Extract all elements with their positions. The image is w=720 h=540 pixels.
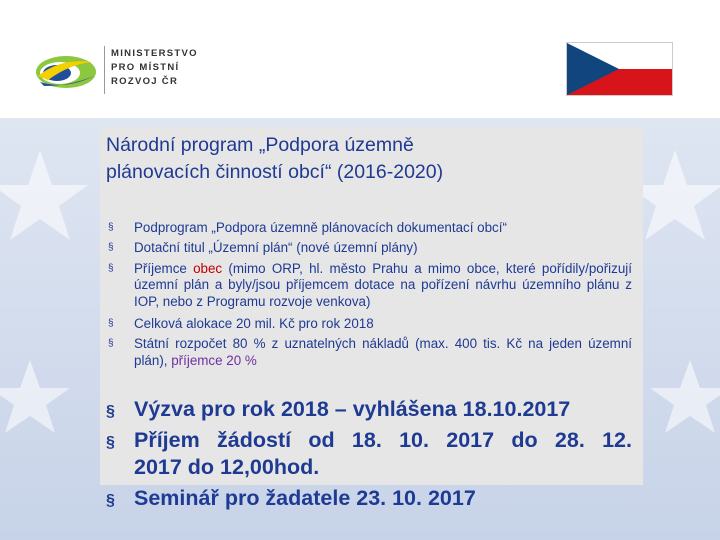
item-text-pre: Příjemce <box>134 260 194 276</box>
bullet-icon: § <box>108 338 114 350</box>
item-text: Seminář pro žadatele 23. 10. 2017 <box>134 485 476 510</box>
logo-divider <box>104 46 105 94</box>
bullet-icon: § <box>106 403 115 420</box>
list-item <box>108 240 632 256</box>
item-text: Výzva pro rok 2018 – vyhlášena 18.10.2017 <box>134 397 571 421</box>
czech-flag-icon <box>567 43 672 95</box>
bullet-icon: § <box>106 491 115 509</box>
list-item <box>108 316 632 332</box>
key-dates-list <box>106 396 632 515</box>
slide-title <box>106 132 626 186</box>
ministry-line-1: MINISTERSTVO <box>111 48 198 59</box>
item-text-line-2: 2017 do 12,00hod. <box>134 455 320 479</box>
item-text-post: (mimo ORP, hl. město Prahu a mimo obce, které pořídily/pořizují územní plán a byly/jsou příjemcem dotace na pořízení návrhu územního plánu z IOP, nebo z Programu rozvoje venkova) <box>134 260 632 309</box>
highlight-prijemce: příjemce 20 % <box>171 352 257 368</box>
list-item <box>106 396 632 424</box>
bullet-icon: § <box>108 262 114 274</box>
detail-list <box>108 220 632 373</box>
highlight-obec: obec <box>193 260 223 276</box>
ministry-line-2: PRO MÍSTNÍ <box>111 62 180 73</box>
item-text: Dotační titul „Územní plán“ (nové územní plány) <box>134 240 418 256</box>
list-item <box>108 261 632 310</box>
bullet-icon: § <box>106 433 115 451</box>
bullet-icon: § <box>108 318 114 330</box>
item-text: Podprogram „Podpora územně plánovacích dokumentací obcí“ <box>134 220 507 235</box>
item-text-pre: Státní rozpočet 80 % z uznatelných nákladů (max. 400 tis. Kč na jeden územní plán), <box>134 336 632 368</box>
ministry-logo-icon <box>30 46 102 96</box>
item-text: Celková alokace 20 mil. Kč pro rok 2018 <box>134 316 374 332</box>
ministry-line-3: ROZVOJ ČR <box>111 76 179 87</box>
bullet-icon: § <box>108 242 114 254</box>
title-line-2: plánovacích činností obcí“ (2016-2020) <box>106 161 444 183</box>
list-item <box>108 220 632 236</box>
list-item <box>108 336 632 369</box>
bullet-icon: § <box>108 222 114 233</box>
ministry-name <box>111 47 198 89</box>
list-item <box>106 485 632 513</box>
title-line-1: Národní program „Podpora územně <box>106 134 414 156</box>
item-text-line-1: Příjem žádostí od 18. 10. 2017 do 28. 12. <box>134 427 632 452</box>
list-item <box>106 427 632 482</box>
